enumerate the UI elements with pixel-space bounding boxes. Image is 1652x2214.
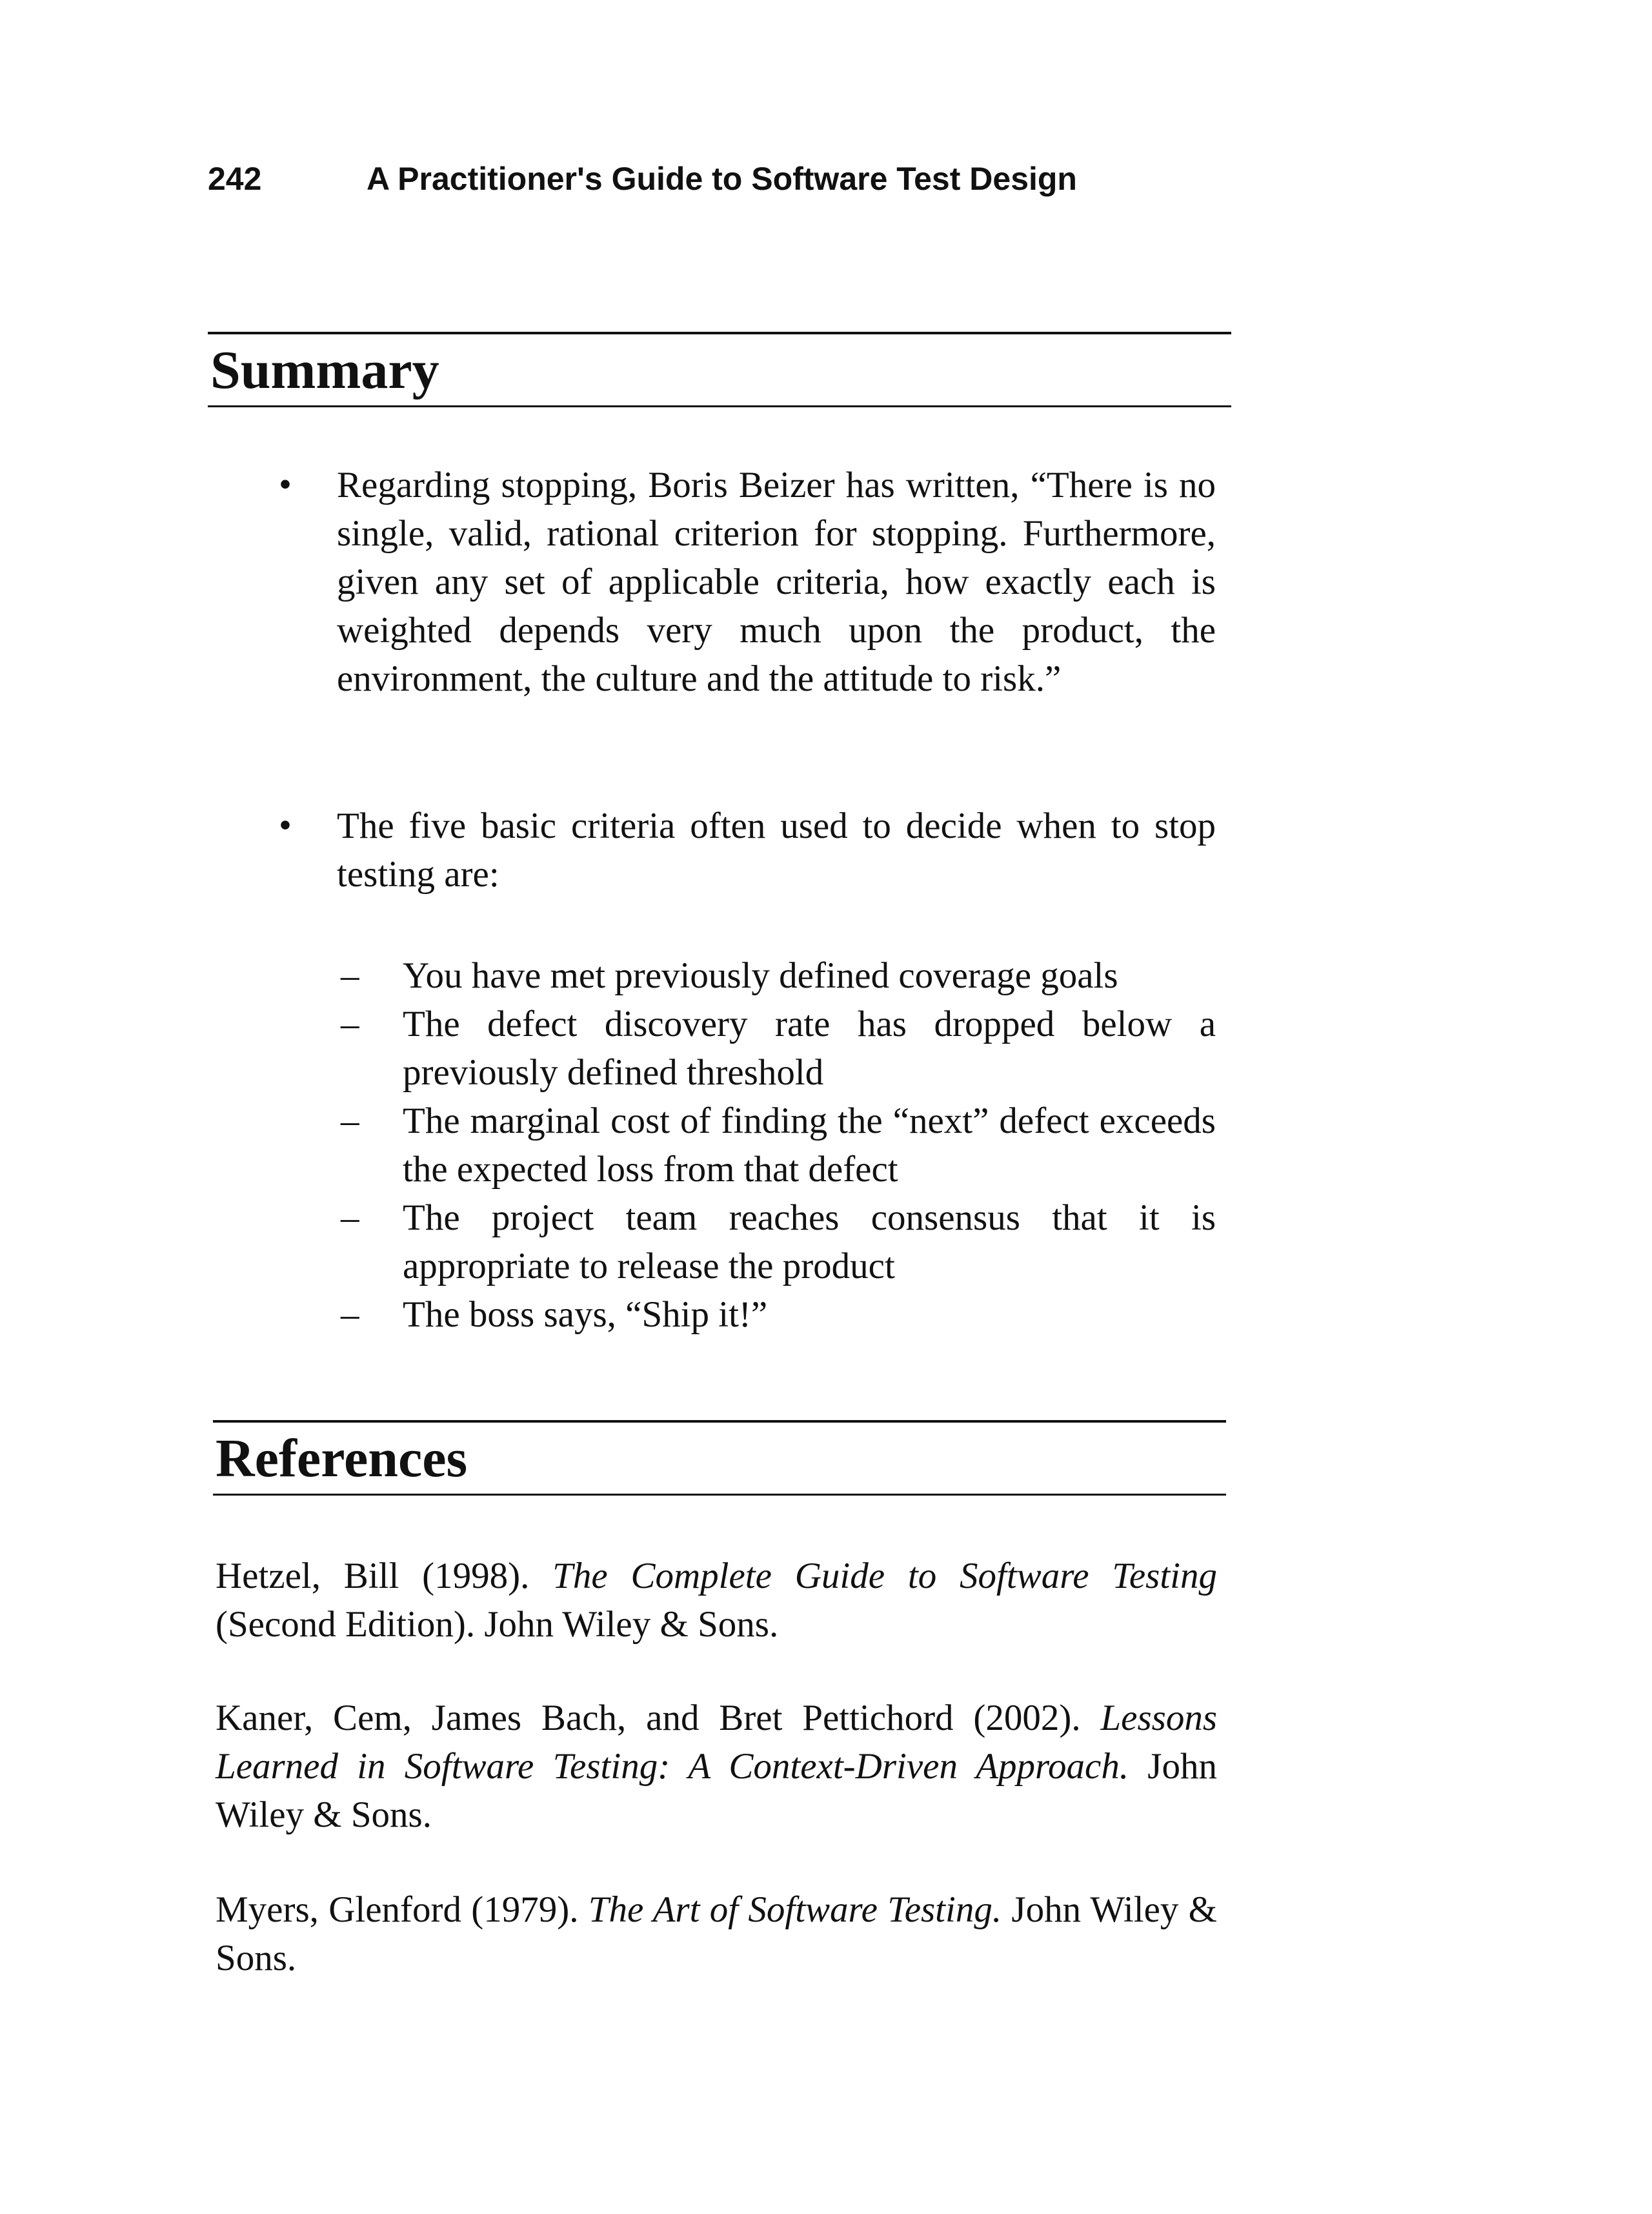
reference-entry bbox=[216, 1694, 1217, 1839]
criterion-5: The boss says, “Ship it!” bbox=[403, 1294, 768, 1335]
reference-author: Myers, Glenford (1979). bbox=[216, 1889, 589, 1930]
reference-publisher: (Second Edition). John Wiley & Sons. bbox=[216, 1604, 779, 1645]
reference-publisher: John Wiley & Sons. bbox=[216, 1746, 1217, 1835]
dash-marker: – bbox=[341, 1101, 359, 1141]
dash-marker: – bbox=[341, 955, 359, 996]
summary-title: Summary bbox=[210, 340, 439, 400]
dash-marker: – bbox=[341, 1004, 359, 1044]
summary-rule-bottom bbox=[208, 405, 1231, 407]
references-heading bbox=[213, 1420, 1226, 1496]
summary-bullet-2: The five basic criteria often used to decide when to stop testing are: bbox=[337, 806, 1216, 895]
bullet-marker: • bbox=[279, 464, 292, 505]
reference-title: Lessons Learned in Software Testing: A Context-Driven Approach. bbox=[216, 1698, 1217, 1787]
summary-heading bbox=[208, 332, 1231, 407]
criterion-2: The defect discovery rate has dropped below a previously defined threshold bbox=[403, 1004, 1216, 1093]
references-title: References bbox=[216, 1428, 468, 1488]
summary-rule-top bbox=[208, 332, 1231, 334]
book-title: A Practitioner's Guide to Software Test Design bbox=[367, 161, 1077, 197]
page-number: 242 bbox=[208, 161, 262, 197]
running-head bbox=[208, 160, 1077, 198]
reference-entry bbox=[216, 1885, 1217, 1982]
reference-title: The Complete Guide to Software Testing bbox=[552, 1556, 1217, 1596]
reference-author: Kaner, Cem, James Bach, and Bret Pettichord (2002). bbox=[216, 1698, 1101, 1738]
criterion-3: The marginal cost of finding the “next” defect exceeds the expected loss from that defect bbox=[403, 1101, 1216, 1190]
reference-entry bbox=[216, 1552, 1217, 1649]
dash-marker: – bbox=[341, 1294, 359, 1335]
reference-title: The Art of Software Testing. bbox=[588, 1889, 1002, 1930]
bullet-marker: • bbox=[279, 805, 292, 846]
criterion-1: You have met previously defined coverage goals bbox=[403, 955, 1118, 996]
reference-publisher: John Wiley & Sons. bbox=[216, 1889, 1218, 1978]
summary-bullet-1: Regarding stopping, Boris Beizer has written, “There is no single, valid, rational criterion for stopping. Furthermore, given any set of applicable criteria, how exactly each is weighted depends very much upon the product, the environment, the culture and the attitude to risk.” bbox=[337, 465, 1216, 699]
references-rule-top bbox=[213, 1420, 1226, 1423]
reference-author: Hetzel, Bill (1998). bbox=[216, 1556, 553, 1596]
criterion-4: The project team reaches consensus that it is appropriate to release the product bbox=[403, 1197, 1216, 1286]
dash-marker: – bbox=[341, 1197, 359, 1238]
references-rule-bottom bbox=[213, 1494, 1226, 1496]
